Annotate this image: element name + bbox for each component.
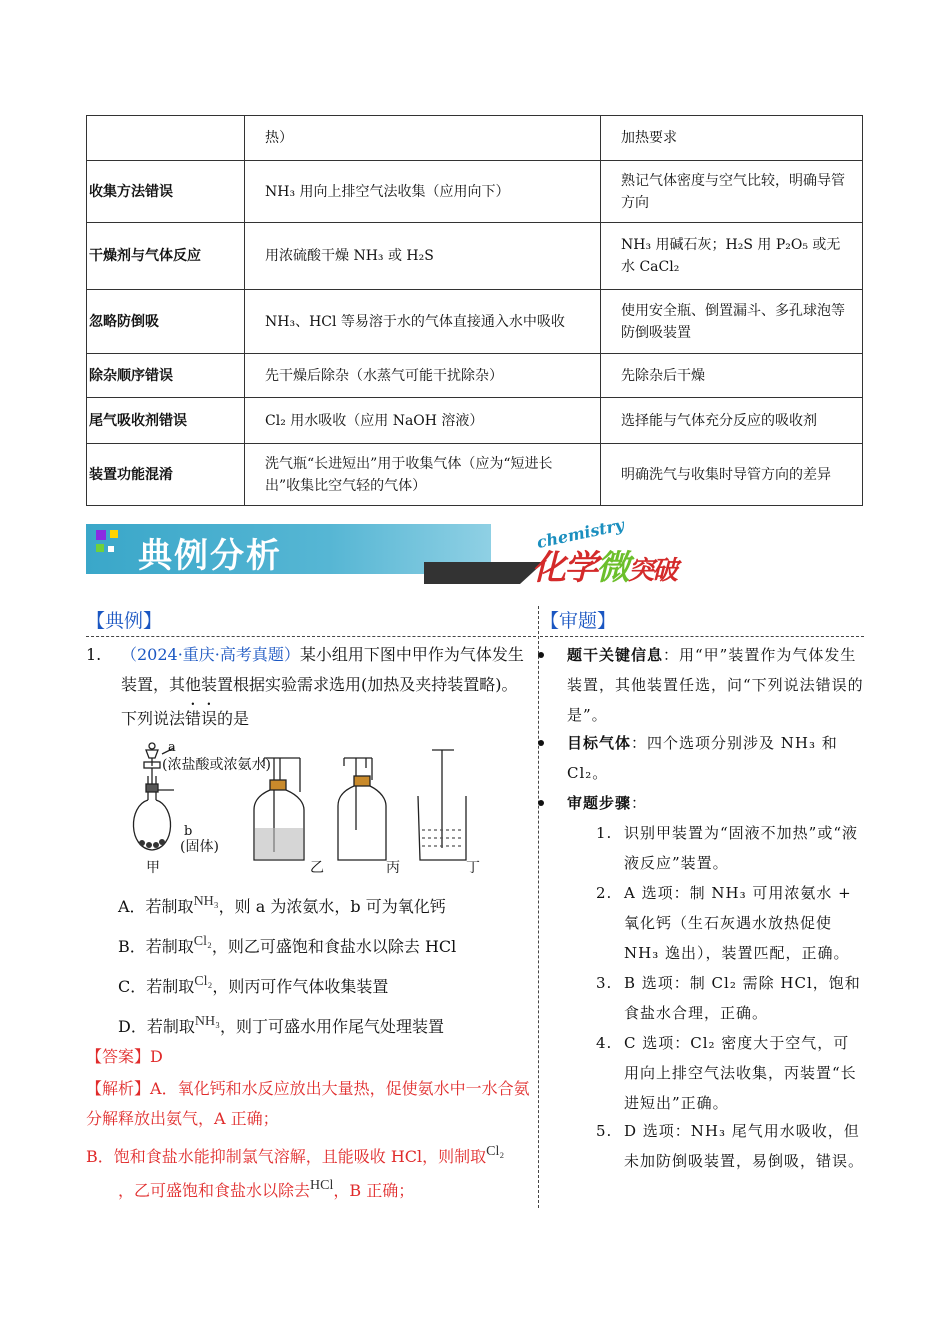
divider [540, 636, 864, 637]
key-info: 题干关键信息：用“甲”装置作为气体发生装置，其他装置任选，问“下列说法错误的是”。 [567, 646, 864, 724]
deco-square-icon [96, 530, 106, 540]
error-fix-cell: 选择能与气体充分反应的吸收剂 [601, 398, 863, 444]
option-d: D．若制取NH₃，则丁可盛水用作尾气处理装置 [118, 1014, 444, 1036]
column-divider [538, 606, 539, 1208]
error-example-cell: NH₃ 用向上排空气法收集（应用向下） [245, 161, 601, 223]
error-type-cell: 干燥剂与气体反应 [87, 223, 245, 290]
figure-label-b-note: (固体) [180, 839, 219, 855]
error-type-cell: 除杂顺序错误 [87, 354, 245, 398]
bullet-icon [538, 740, 544, 746]
table-row [87, 444, 863, 506]
question-source: （2024·重庆·高考真题） [121, 645, 300, 664]
deco-square-icon [110, 530, 118, 538]
error-example-cell: Cl₂ 用水吸收（应用 NaOH 溶液） [245, 398, 601, 444]
logo [526, 514, 746, 588]
error-type-cell: 忽略防倒吸 [87, 290, 245, 354]
target-gas: 目标气体：四个选项分别涉及 NH₃ 和 Cl₂。 [567, 734, 838, 782]
answer: 【答案】D [86, 1047, 163, 1066]
error-summary-table [86, 115, 863, 506]
option-a: A．若制取NH₃，则 a 为浓氨水，b 可为氧化钙 [118, 894, 446, 916]
error-example-cell: 用浓硫酸干燥 NH₃ 或 H₂S [245, 223, 601, 290]
figure-label-yi: 乙 [310, 860, 324, 876]
error-fix-cell: 熟记气体密度与空气比较，明确导管方向 [601, 161, 863, 223]
divider [86, 636, 536, 637]
error-type-cell: 收集方法错误 [87, 161, 245, 223]
figure-label-bing: 丙 [386, 860, 400, 876]
error-type-cell [87, 116, 245, 161]
bullet-icon [538, 800, 544, 806]
logo-en: chemistry [534, 514, 626, 553]
figure-label-a: a [168, 740, 176, 755]
banner-title: 典例分析 [138, 536, 282, 576]
error-example-cell: 热） [245, 116, 601, 161]
deco-square-icon [96, 544, 104, 552]
section-banner [86, 514, 746, 588]
figure-label-jia: 甲 [146, 860, 160, 876]
error-example-cell: 洗气瓶“长进短出”用于收集气体（应为“短进长出”收集比空气轻的气体） [245, 444, 601, 506]
figure-label-ding: 丁 [466, 860, 480, 876]
bullet-icon [538, 652, 544, 658]
option-b: B．若制取Cl₂，则乙可盛饱和食盐水以除去 HCl [118, 934, 457, 956]
figure-label-b: b [184, 824, 193, 839]
analysis-b-cont: ，乙可盛饱和食盐水以除去HCl，B 正确； [118, 1178, 415, 1200]
analysis-a: 【解析】A．氧化钙和水反应放出大量热，促使氨水中一水合氨分解释放出氨气，A 正确； [86, 1079, 530, 1128]
error-fix-cell: 加热要求 [601, 116, 863, 161]
logo-cn: 化学微突破 [532, 548, 677, 588]
error-fix-cell: 先除杂后干燥 [601, 354, 863, 398]
error-example-cell: NH₃、HCl 等易溶于水的气体直接通入水中吸收 [245, 290, 601, 354]
table-row [87, 290, 863, 354]
example-heading: 【典例】 [86, 610, 163, 632]
table-row [87, 161, 863, 223]
question-number: 1. [86, 645, 102, 664]
review-heading: 【审题】 [540, 610, 617, 632]
error-fix-cell: NH₃ 用碱石灰；H₂S 用 P₂O₅ 或无水 CaCl₂ [601, 223, 863, 290]
figure-label-a-note: (浓盐酸或浓氨水) [162, 757, 271, 773]
emphasis-text: 错误 [185, 709, 218, 728]
review-steps-heading: 审题步骤： [567, 794, 648, 812]
table-row [87, 116, 863, 161]
error-fix-cell: 明确洗气与收集时导管方向的差异 [601, 444, 863, 506]
deco-square-icon [108, 546, 114, 552]
analysis-b: B．饱和食盐水能抑制氯气溶解，且能吸收 HCl，则制取Cl₂ [86, 1144, 505, 1166]
table-row [87, 223, 863, 290]
question-stem: （2024·重庆·高考真题）某小组用下图中甲作为气体发生装置，其他装置根据实验需求选用(加热及夹持装置略)。下列说法错误的是 [121, 645, 524, 728]
error-type-cell: 装置功能混淆 [87, 444, 245, 506]
error-type-cell: 尾气吸收剂错误 [87, 398, 245, 444]
table-row [87, 398, 863, 444]
error-fix-cell: 使用安全瓶、倒置漏斗、多孔球泡等防倒吸装置 [601, 290, 863, 354]
option-c: C．若制取Cl₂，则丙可作气体收集装置 [118, 974, 389, 996]
error-example-cell: 先干燥后除杂（水蒸气可能干扰除杂） [245, 354, 601, 398]
table-row [87, 354, 863, 398]
